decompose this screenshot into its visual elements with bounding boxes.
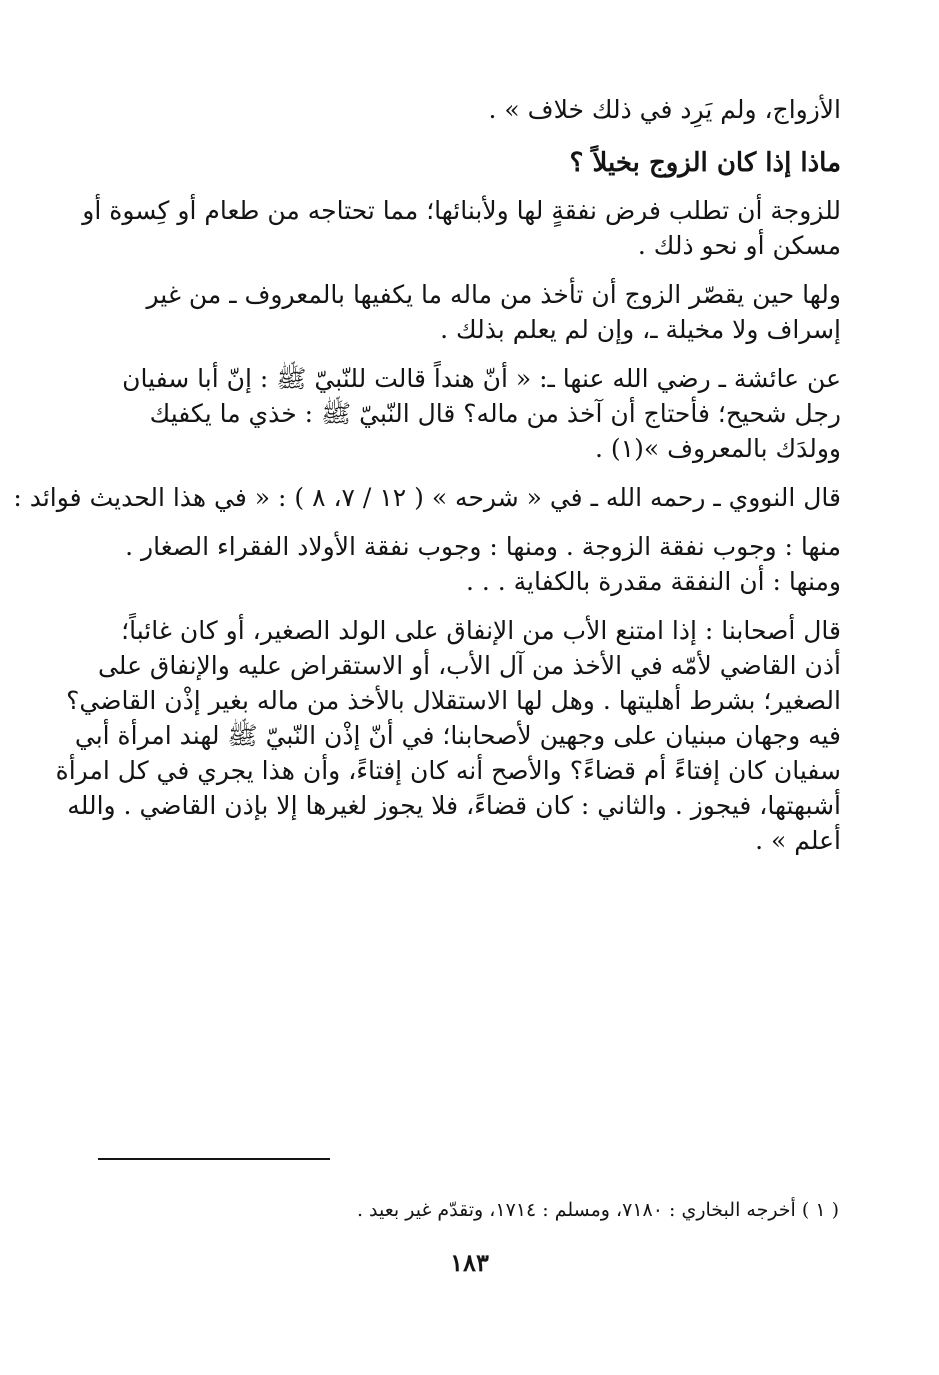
page-number: ١٨٣ (450, 1248, 489, 1277)
paragraph-2 (89, 277, 841, 347)
paragraph-line: مسكن أو نحو ذلك . (637, 231, 841, 261)
paragraph-3 (89, 361, 841, 466)
paragraph-line: إسراف ولا مخيلة ـ، وإن لم يعلم بذلك . (440, 315, 841, 345)
paragraph-line: أشبهتها، فيجوز . والثاني : كان قضاءً، فلا يجوز لغيرها إلا بإذن القاضي . والله (67, 791, 841, 821)
paragraph-4 (13, 480, 841, 515)
paragraph-line: قال النووي ـ رحمه الله ـ في « شرحه » ( ١٢ / ٧، ٨ ) : « في هذا الحديث فوائد : (13, 483, 841, 513)
paragraph-line: فيه وجهان مبنيان على وجهين لأصحابنا؛ في أنّ إذْن النّبيّ ﷺ لهند امرأة أبي (74, 721, 841, 751)
paragraph-line: عن عائشة ـ رضي الله عنها ـ: « أنّ هنداً قالت للنّبيّ ﷺ : إنّ أبا سفيان (122, 364, 841, 394)
paragraph-line: الصغير؛ بشرط أهليتها . وهل لها الاستقلال بالأخذ من ماله بغير إذْن القاضي؟ (66, 686, 841, 716)
paragraph-line: قال أصحابنا : إذا امتنع الأب من الإنفاق على الولد الصغير، أو كان غائباً؛ (121, 616, 841, 646)
paragraph-line: أذن القاضي لأمّه في الأخذ من آل الأب، أو الاستقراض عليه والإنفاق على (97, 651, 841, 681)
section-heading: ماذا إذا كان الزوج بخيلاً ؟ (569, 148, 841, 178)
paragraph-line: سفيان كان إفتاءً أم قضاءً؟ والأصح أنه كان إفتاءً، وأن هذا يجري في كل امرأة (55, 756, 841, 786)
paragraph-1 (82, 193, 841, 263)
paragraph-7 (55, 613, 841, 858)
intro-line: الأزواج، ولم يَرِد في ذلك خلاف » . (488, 95, 841, 124)
paragraph-line: للزوجة أن تطلب فرض نفقةٍ لها ولأبنائها؛ مما تحتاجه من طعام أو كِسوة أو (82, 196, 841, 226)
paragraph-line: ومنها : أن النفقة مقدرة بالكفاية . . . (465, 567, 841, 597)
paragraph-line: أعلم » . (755, 826, 841, 856)
footnote-divider (98, 1158, 330, 1160)
footnote: ( ١ ) أخرجه البخاري : ٧١٨٠، ومسلم : ١٧١٤، وتقدّم غير بعيد . (356, 1199, 839, 1221)
paragraph-line: ولها حين يقصّر الزوج أن تأخذ من ماله ما يكفيها بالمعروف ـ من غير (146, 280, 841, 310)
paragraph-line: منها : وجوب نفقة الزوجة . ومنها : وجوب نفقة الأولاد الفقراء الصغار . (125, 532, 841, 562)
paragraph-6 (89, 564, 841, 599)
paragraph-line: رجل شحيح؛ فأحتاج أن آخذ من ماله؟ قال النّبيّ ﷺ : خذي ما يكفيك (149, 399, 841, 429)
page-body (13, 92, 841, 858)
paragraph-5 (89, 529, 841, 564)
paragraph-line: وولدَك بالمعروف »(١) . (594, 434, 841, 464)
